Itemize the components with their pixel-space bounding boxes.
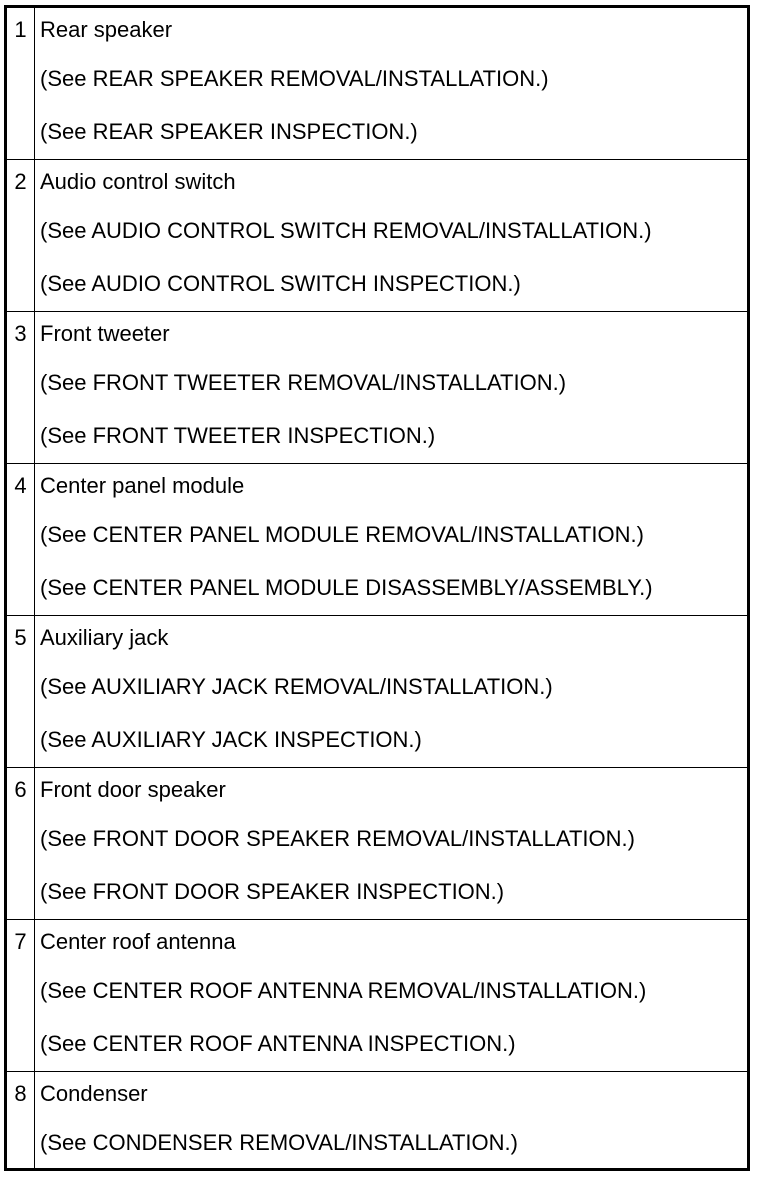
reference-link[interactable]: (See CENTER PANEL MODULE DISASSEMBLY/ASSEMBLY.)	[40, 575, 653, 601]
reference-link[interactable]: (See REAR SPEAKER INSPECTION.)	[40, 119, 418, 145]
reference-link[interactable]: (See AUDIO CONTROL SWITCH REMOVAL/INSTALLATION.)	[40, 217, 652, 243]
table-row	[7, 920, 747, 1072]
row-content	[35, 8, 747, 159]
component-name: Center roof antenna	[40, 928, 236, 954]
component-name: Front door speaker	[40, 776, 226, 802]
table-row	[7, 312, 747, 464]
reference-link[interactable]: (See AUXILIARY JACK INSPECTION.)	[40, 727, 422, 753]
component-table	[4, 5, 750, 1171]
reference-link[interactable]: (See FRONT TWEETER INSPECTION.)	[40, 423, 436, 449]
item-number: 2	[7, 160, 35, 311]
component-name: Center panel module	[40, 472, 245, 498]
reference-link[interactable]: (See FRONT TWEETER REMOVAL/INSTALLATION.)	[40, 369, 567, 395]
item-number: 5	[7, 616, 35, 767]
row-content	[35, 768, 747, 919]
reference-link[interactable]: (See CENTER ROOF ANTENNA REMOVAL/INSTALLATION.)	[40, 977, 647, 1003]
reference-link[interactable]: (See REAR SPEAKER REMOVAL/INSTALLATION.)	[40, 65, 549, 91]
row-content	[35, 312, 747, 463]
component-name: Audio control switch	[40, 168, 236, 194]
reference-link[interactable]: (See CENTER PANEL MODULE REMOVAL/INSTALLATION.)	[40, 521, 644, 547]
table-row	[7, 768, 747, 920]
row-content	[35, 616, 747, 767]
component-name: Rear speaker	[40, 16, 173, 42]
component-name: Condenser	[40, 1081, 148, 1106]
row-content	[35, 160, 747, 311]
component-name: Front tweeter	[40, 320, 170, 346]
item-number: 1	[7, 8, 35, 159]
reference-link[interactable]: (See CONDENSER REMOVAL/INSTALLATION.)	[40, 1130, 518, 1155]
row-content	[35, 1072, 747, 1170]
reference-link[interactable]: (See CENTER ROOF ANTENNA INSPECTION.)	[40, 1031, 516, 1057]
component-name: Auxiliary jack	[40, 624, 169, 650]
row-content	[35, 920, 747, 1071]
table-row	[7, 160, 747, 312]
item-number: 6	[7, 768, 35, 919]
reference-link[interactable]: (See AUXILIARY JACK REMOVAL/INSTALLATION.)	[40, 673, 553, 699]
reference-link[interactable]: (See FRONT DOOR SPEAKER REMOVAL/INSTALLATION.)	[40, 825, 635, 851]
reference-link[interactable]: (See FRONT DOOR SPEAKER INSPECTION.)	[40, 879, 505, 905]
item-number: 3	[7, 312, 35, 463]
item-number: 7	[7, 920, 35, 1071]
table-row	[7, 8, 747, 160]
table-row	[7, 1072, 747, 1170]
item-number: 4	[7, 464, 35, 615]
reference-link[interactable]: (See AUDIO CONTROL SWITCH INSPECTION.)	[40, 271, 521, 297]
item-number: 8	[7, 1072, 35, 1170]
row-content	[35, 464, 747, 615]
table-row	[7, 616, 747, 768]
table-row	[7, 464, 747, 616]
